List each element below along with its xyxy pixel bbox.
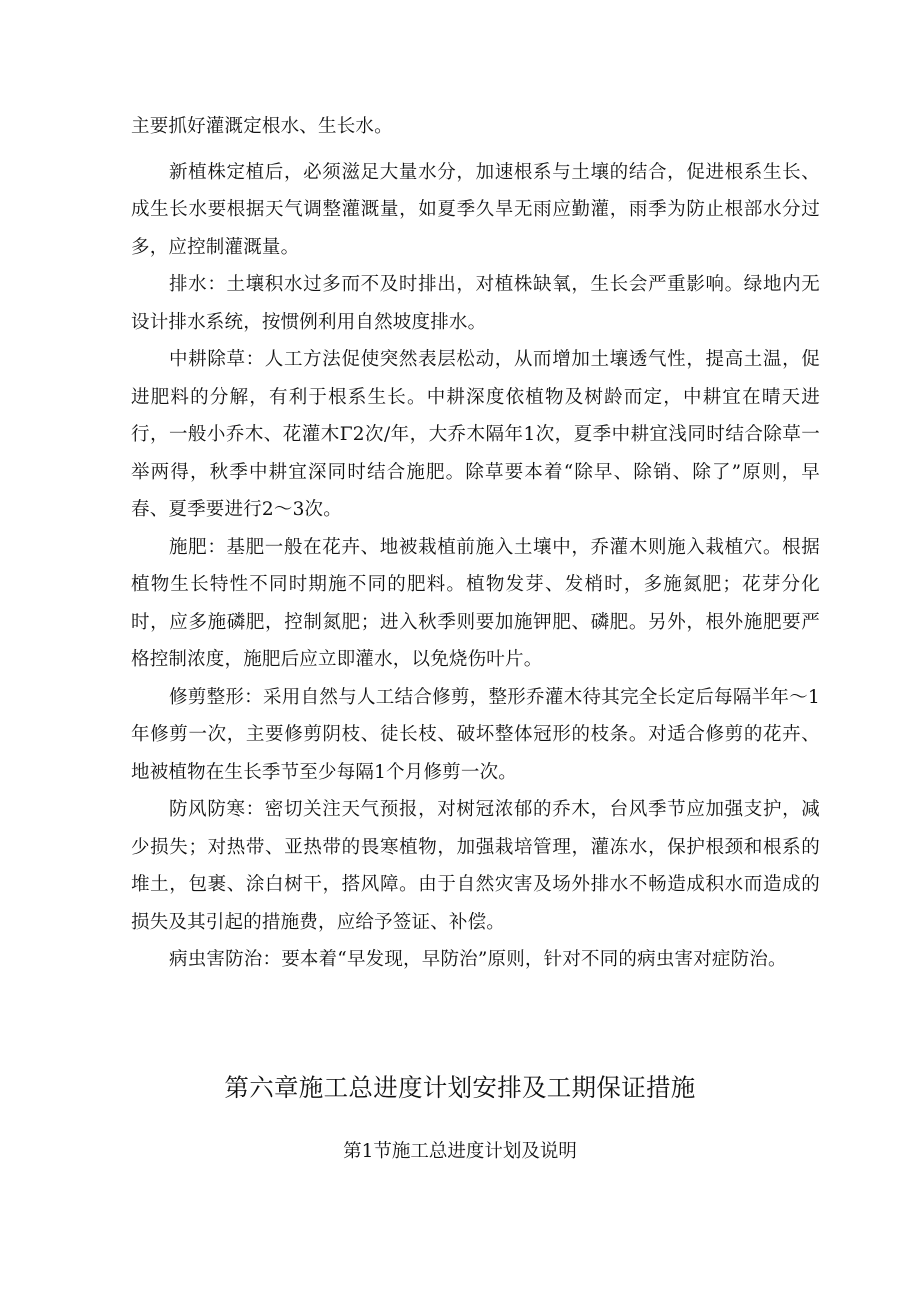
paragraph-weeding: 中耕除草：人工方法促使突然表层松动，从而增加土壤透气性，提高土温，促进肥料的分解，有利于根系生长。中耕深度依植物及树龄而定，中耕宜在晴天进行，一般小乔木、花灌木Γ2次/年，大乔木隔年1次，夏季中耕宜浅同时结合除草一举两得，秋季中耕宜深同时结合施肥。除草要本着“除早、除销、除了”原则，早春、夏季要进行2～3次。: [131, 349, 820, 520]
paragraph-pest-control: 病虫害防治：要本着“早发现，早防治”原则，针对不同的病虫害对症防治。: [169, 949, 787, 970]
section-title: 第1节施工总进度计划及说明: [343, 1141, 577, 1162]
paragraph-watering: 新植株定植后，必须滋足大量水分，加速根系与土壤的结合，促进根系生长、成生长水要根据天气调整灌溉量，如夏季久旱无雨应勤灌，雨季为防止根部水分过多，应控制灌溉量。: [131, 161, 820, 258]
paragraph-fertilizing: 施肥：基肥一般在花卉、地被栽植前施入土壤中，乔灌木则施入栽植穴。根据植物生长特性不同时期施不同的肥料。植物发芽、发梢时，多施氮肥；花芽分化时，应多施磷肥，控制氮肥；进入秋季则要加施钾肥、磷肥。另外，根外施肥要严格控制浓度，施肥后应立即灌水，以免烧伤叶片。: [131, 536, 820, 670]
body-text: [131, 108, 820, 979]
chapter-title: 第六章施工总进度计划安排及工期保证措施: [224, 1073, 696, 1102]
paragraph-wind-cold-protection: 防风防寒：密切关注天气预报，对树冠浓郁的乔木，台风季节应加强支护，减少损失；对热带、亚热带的畏寒植物，加强栽培管理，灌冻水，保护根颈和根系的堆土，包裹、涂白树干，搭风障。由于自然灾害及场外排水不畅造成积水而造成的损失及其引起的措施费，应给予签证、补偿。: [131, 799, 820, 933]
paragraph-continuation: 主要抓好灌溉定根水、生长水。: [131, 116, 393, 137]
paragraph-pruning: 修剪整形：采用自然与人工结合修剪，整形乔灌木待其完全长定后每隔半年～1年修剪一次，主要修剪阴枝、徒长枝、破坏整体冠形的枝条。对适合修剪的花卉、地被植物在生长季节至少每隔1个月修剪一次。: [131, 686, 820, 783]
paragraph-drainage: 排水：土壤积水过多而不及时排出，对植株缺氧，生长会严重影响。绿地内无设计排水系统，按惯例利用自然坡度排水。: [131, 274, 820, 333]
